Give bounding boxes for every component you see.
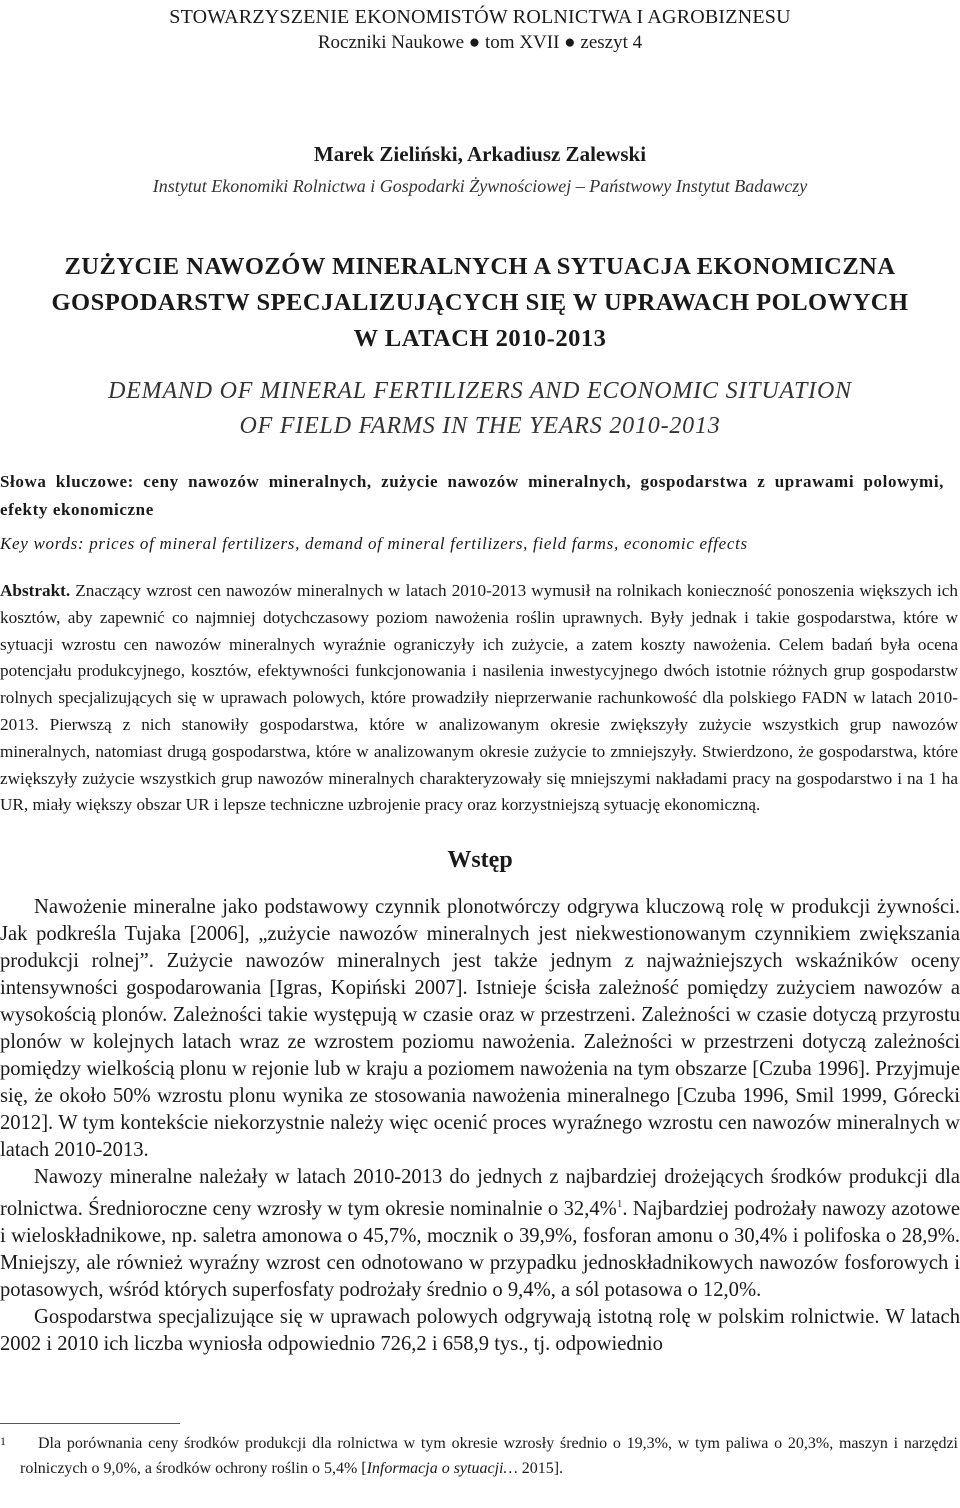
title-polish-line: GOSPODARSTW SPECJALIZUJĄCYCH SIĘ W UPRAWACH POLOWYCH — [51, 289, 909, 316]
keywords-english: Key words: prices of mineral fertilizers, demand of mineral fertilizers, field farms, economic effects — [0, 534, 748, 553]
footnote-number: 1 — [0, 1434, 6, 1448]
section-heading-intro: Wstęp — [447, 847, 513, 874]
abstract-text: Znaczący wzrost cen nawozów mineralnych w latach 2010-2013 wymusił na rolnikach konieczność ponoszenia większych ich kosztów, aby zapewnić co najmniej dotychczasowy poziom nawożenia roślin uprawnych. Były jednak i takie gospodarstwa, które w sytuacji wzrostu cen nawozów mineralnych wyraźnie ograniczyły ich zużycie, a zatem koszty nawożenia. Celem badań była ocena potencjału produkcyjnego, kosztów, efektywności funkcjonowania i nasilenia inwestycyjnego dwóch istotnie różnych grup gospodarstw rolnych specjalizujących się w uprawach polowych, które prowadziły nieprzerwanie rachunkowość dla polskiego FADN w latach 2010-2013. Pierwszą z nich stanowiły gospodarstwa, które w analizowanym okresie zwiększyły zużycie wszystkich grup nawozów mineralnych, natomiast drugą gospodarstwa, które w analizowanym okresie zużycie to zmniejszyły. Stwierdzono, że gospodarstwa, które zwiększyły zużycie wszystkich grup nawozów mineralnych charakteryzowały się mniejszymi nakładami pracy na gospodarstwo i na 1 ha UR, miały większy obszar UR i lepsze techniczne uzbrojenie pracy oraz korzystniejszą sytuację ekonomiczną. — [0, 581, 958, 815]
title-polish-line: ZUŻYCIE NAWOZÓW MINERALNYCH A SYTUACJA EKONOMICZNA — [64, 253, 896, 280]
authors: Marek Zieliński, Arkadiusz Zalewski — [313, 142, 647, 166]
paragraph-text: Nawozy mineralne należały w latach 2010-2013 do jednych z najbardziej drożejących środków produkcji dla rolnictwa. Średnioroczne ceny wzrosły w tym okresie nominalnie o 32,4% — [0, 1166, 960, 1221]
footnote-ref[interactable]: 1 — [616, 1198, 623, 1211]
paragraph-text: . Najbardziej podrożały nawozy azotowe i wieloskładnikowe, np. saletra amonowa o 45,7%, mocznik o 39,9%, fosforan amonu o 30,4% i polifoska o 28,9%. Mniejszy, ale również wyraźny wzrost cen odnotowano w przypadku jednoskładnikowych nawozów fosforowych i potasowych, wśród których superfosfaty podrożały średnio o 9,4%, a sól potasowa o 12,0%. — [0, 1198, 960, 1302]
affiliation: Instytut Ekonomiki Rolnictwa i Gospodarki Żywnościowej – Państwowy Instytut Badawczy — [152, 176, 808, 196]
page — [0, 4, 960, 1508]
footnote-text-part: Dla porównania ceny środków produkcji dla rolnictwa w tym okresie wzrosły średnio o 19,3%, w tym paliwa o 20,3%, maszyn i narzędzi rolniczych o 9,0%, a środków ochrony roślin o 5,4% [ — [20, 1435, 958, 1477]
paragraph: Nawożenie mineralne jako podstawowy czynnik plonotwórczy odgrywa kluczową rolę w produkcji żywności. Jak podkreśla Tujaka [2006], „zużycie nawozów mineralnych jest niekwestionowanym czynnikiem zwiększania produkcji rolnej”. Zużycie nawozów mineralnych jest także jednym z najważniejszych wskaźników oceny intensywności gospodarowania [Igras, Kopiński 2007]. Istnieje ścisła zależność pomiędzy zużyciem nawozów a wysokością plonów. Zależności takie występują w czasie oraz w przestrzeni. Zależności w czasie dotyczą przyrostu plonów w kolejnych latach wraz ze wzrostem poziomu nawożenia. Zależności w przestrzeni dotyczą zależności pomiędzy wielkością plonu w rejonie lub w kraju a poziomem nawożenia na tym obszarze [Czuba 1996]. Przyjmuje się, że około 50% wzrostu plonu wynika ze stosowania nawożenia mineralnego [Czuba 1996, Smil 1999, Górecki 2012]. W tym kontekście niekorzystnie należy więc ocenić proces wyraźnego wzrostu cen nawozów mineralnych w latach 2010-2013. — [0, 896, 960, 1162]
publisher-name: STOWARZYSZENIE EKONOMISTÓW ROLNICTWA I AGROBIZNESU — [169, 6, 791, 28]
footnote — [0, 1431, 958, 1481]
citation-title: Informacja o sytuacji… — [366, 1460, 518, 1477]
keywords-polish: Słowa kluczowe: ceny nawozów mineralnych, zużycie nawozów mineralnych, gospodarstwa z uprawami polowymi, efekty ekonomiczne — [0, 472, 944, 519]
intro-body — [0, 894, 960, 1358]
title-polish-line: W LATACH 2010-2013 — [353, 325, 607, 352]
footnote-text-part: 2015]. — [517, 1460, 564, 1477]
title-english-line: OF FIELD FARMS IN THE YEARS 2010-2013 — [239, 413, 721, 439]
title-english-line: DEMAND OF MINERAL FERTILIZERS AND ECONOMIC SITUATION — [108, 378, 852, 404]
journal-issue: Roczniki Naukowe ● tom XVII ● zeszyt 4 — [317, 32, 643, 53]
paragraph — [0, 1164, 960, 1304]
abstract-label: Abstrakt. — [0, 581, 71, 600]
footnote-text — [20, 1431, 958, 1481]
title-english — [0, 374, 960, 444]
journal-header — [0, 4, 960, 56]
paragraph: Gospodarstwa specjalizujące się w uprawach polowych odgrywają istotną rolę w polskim rolnictwie. W latach 2002 i 2010 ich liczba wyniosła odpowiednio 726,2 i 658,9 tys., tj. odpowiednio — [0, 1306, 960, 1356]
title-polish — [0, 249, 960, 357]
footnote-divider — [0, 1423, 180, 1424]
abstract — [0, 578, 960, 819]
